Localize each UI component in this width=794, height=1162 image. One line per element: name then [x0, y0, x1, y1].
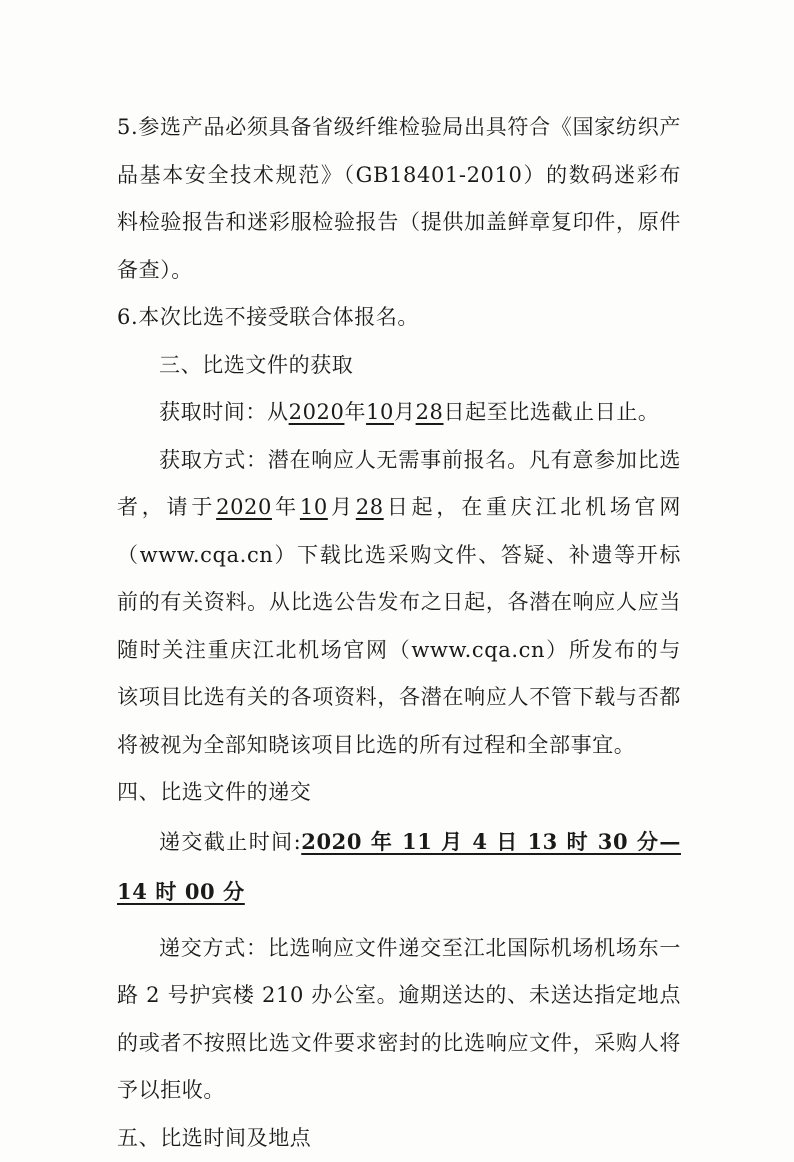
acquire-time-year-unit: 年 [344, 400, 366, 424]
acquire-method-year-unit: 年 [272, 495, 300, 519]
submit-method: 递交方式：比选响应文件递交至江北国际机场机场东一路 2 号护宾楼 210 办公室。逾期送达的、未送达指定地点的或者不按照比选文件要求密封的比选响应文件，采购人将予以拒收。 [117, 925, 681, 1115]
item-6: 6.本次比选不接受联合体报名。 [117, 294, 681, 342]
acquire-method-year: 2020 [216, 495, 272, 519]
spacer [117, 917, 681, 925]
acquire-method-month: 10 [300, 495, 328, 519]
acquire-method [117, 437, 681, 770]
submit-deadline-value: 2020 年 11 月 4 日 13 时 30 分—14 时 00 分 [117, 829, 681, 904]
submit-deadline-label: 递交截止时间: [159, 830, 301, 854]
acquire-time-month: 10 [366, 400, 394, 424]
acquire-method-label: 获取方式：潜在响应人无需事前报名。凡有意参加比选者，请于 [117, 448, 681, 520]
document-body [117, 104, 681, 1162]
section-5-heading: 五、比选时间及地点 [117, 1115, 681, 1162]
item-5: 5.参选产品必须具备省级纤维检验局出具符合《国家纺织产品基本安全技术规范》（GB18401-2010）的数码迷彩布料检验报告和迷彩服检验报告（提供加盖鲜章复印件，原件备查）。 [117, 104, 681, 294]
acquire-time-label: 获取时间：从 [159, 400, 289, 424]
acquire-method-month-unit: 月 [328, 495, 356, 519]
acquire-method-day: 28 [356, 495, 384, 519]
acquire-time-year: 2020 [289, 400, 345, 424]
section-4-heading: 四、比选文件的递交 [117, 769, 681, 817]
acquire-time [117, 389, 681, 437]
submit-deadline [117, 817, 681, 917]
section-3-heading: 三、比选文件的获取 [117, 342, 681, 390]
acquire-time-month-unit: 月 [394, 400, 416, 424]
acquire-time-day: 28 [416, 400, 444, 424]
acquire-time-tail: 日起至比选截止日止。 [444, 400, 660, 424]
acquire-method-tail: 日起，在重庆江北机场官网（www.cqa.cn）下载比选采购文件、答疑、补遗等开标前的有关资料。从比选公告发布之日起，各潜在响应人应当随时关注重庆江北机场官网（www.cqa.cn）所发布的与该项目比选有关的各项资料，各潜在响应人不管下载与否都将被视为全部知晓该项目比选的所有过程和全部事宜。 [117, 495, 681, 757]
